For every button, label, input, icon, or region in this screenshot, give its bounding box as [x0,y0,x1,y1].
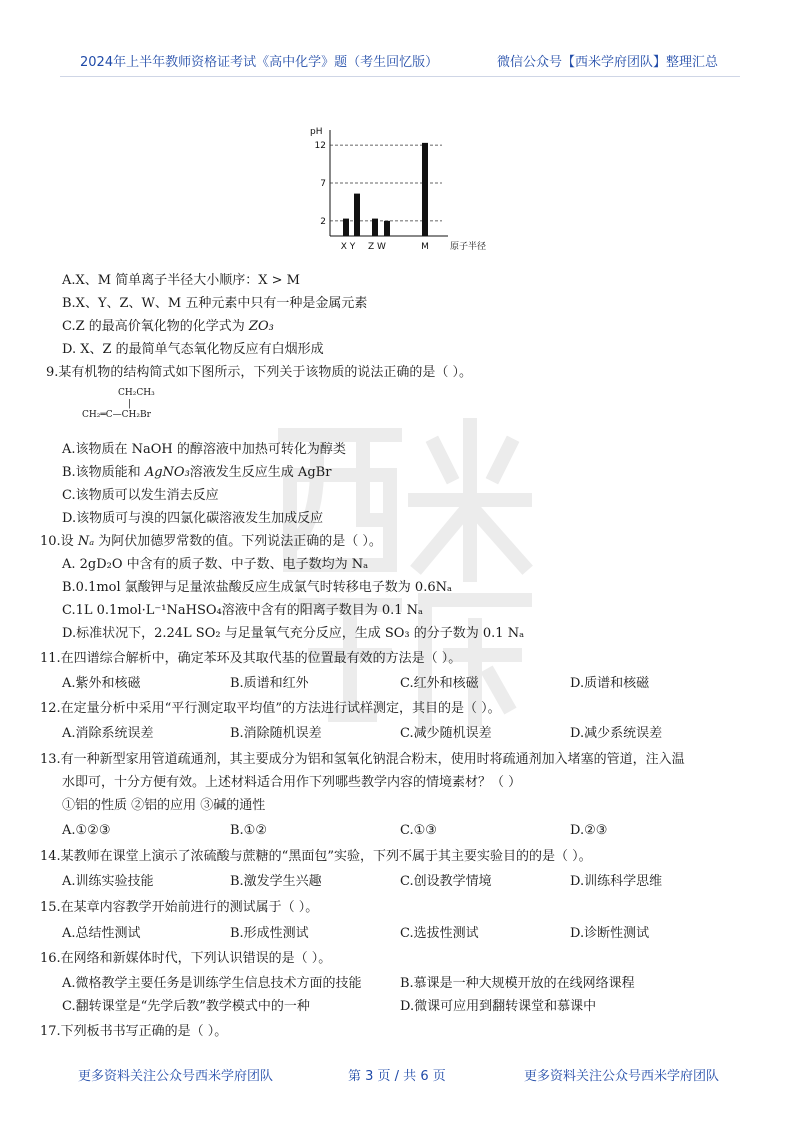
q10-option-a: A. 2gD₂O 中含有的质子数、中子数、电子数均为 Nₐ [62,557,369,572]
q13-option-b: B.①② [230,823,267,838]
chart-xtick-1: Z W [368,242,386,252]
q17-stem: 17.下列板书书写正确的是（ ）。 [40,1024,228,1039]
q9-option-b-tail: 溶液发生反应生成 AgBr [189,465,332,480]
q11-option-d: D.质谱和核磁 [570,676,650,691]
q9-option-c: C.该物质可以发生消去反应 [62,488,219,503]
q8-option-c-formula: ZO₃ [248,319,274,334]
chart-ytick-2: 2 [320,216,326,227]
q8-option-c [62,318,274,336]
footer-right: 更多资料关注公众号西米学府团队 [524,1069,720,1084]
formula-bond-vertical: | [128,399,132,409]
q15-option-a: A.总结性测试 [62,926,141,941]
q11-option-a: A.紫外和核磁 [62,676,141,691]
q15-option-d: D.诊断性测试 [570,926,650,941]
q9-option-d: D.该物质可与溴的四氯化碳溶液发生加成反应 [62,511,324,526]
q15-option-b: B.形成性测试 [230,926,309,941]
q14-option-d: D.训练科学思维 [570,874,663,889]
q12-stem: 12.在定量分析中采用“平行测定取平均值”的方法进行试样测定，其目的是（ ）。 [40,701,501,716]
q13-stem-line2: 水即可，十分方便有效。上述材料适合用作下列哪些教学内容的情境素材？（ ） [62,775,522,790]
q10-stem-na: Nₐ [77,534,95,549]
q9-structure-formula [82,388,202,426]
q9-option-b-text: B.该物质能和 [62,465,145,480]
q10-option-d: D.标准状况下，2.24L SO₂ 与足量氧气充分反应，生成 SO₃ 的分子数为 0.1 Nₐ [62,626,525,641]
chart-xtick-0: X Y [340,242,356,252]
q13-option-d: D.②③ [570,823,608,838]
chart-ylabel: pH [310,127,323,137]
q9-stem: 9.某有机物的结构简式如下图所示，下列关于该物质的说法正确的是（ ）。 [46,365,473,380]
chart-bar-Y [354,194,360,236]
chart-ytick-7: 7 [320,179,326,189]
q13-stem-line3: ①铝的性质 ②铝的应用 ③碱的通性 [62,798,266,813]
formula-ethyl-group: CH₂CH₃ [118,388,155,398]
q16-stem: 16.在网络和新媒体时代，下列认识错误的是（ ）。 [40,951,332,966]
q16-option-c: C.翻转课堂是“先学后教”教学模式中的一种 [62,999,310,1014]
q10-stem-post: 为阿伏加德罗常数的值。下列说法正确的是（ ）。 [94,534,382,549]
q9-option-b [62,464,331,482]
q13-option-a: A.①②③ [62,823,111,838]
q10-option-b: B.0.1mol 氯酸钾与足量浓盐酸反应生成氯气时转移电子数为 0.6Nₐ [62,580,453,595]
chart-xlabel: 原子半径 [450,242,487,252]
q16-option-d: D.微课可应用到翻转课堂和慕课中 [400,999,597,1014]
q15-option-c: C.选拔性测试 [400,926,479,941]
ph-radius-chart [300,118,520,258]
chart-xtick-2: M [421,242,429,252]
q15-stem: 15.在某章内容教学开始前进行的测试属于（ ）。 [40,900,319,915]
q8-option-d: D. X、Z 的最简单气态氧化物反应有白烟形成 [62,342,324,357]
q16-option-b: B.慕课是一种大规模开放的在线网络课程 [400,976,635,991]
q13-stem-line1: 13.有一种新型家用管道疏通剂，其主要成分为铝和氢氧化钠混合粉末，使用时将疏通剂加入堵塞的管道，注入温 [40,752,685,767]
q14-option-a: A.训练实验技能 [62,874,154,889]
q9-option-a: A.该物质在 NaOH 的醇溶液中加热可转化为醇类 [62,442,346,457]
q16-option-a: A.微格教学主要任务是训练学生信息技术方面的技能 [62,976,362,991]
q12-option-a: A.消除系统误差 [62,726,154,741]
q13-option-c: C.①③ [400,823,437,838]
chart-bar-Z [372,219,378,236]
q11-option-b: B.质谱和红外 [230,676,309,691]
q8-option-c-text: C.Z 的最高价氧化物的化学式为 [62,319,249,334]
q14-option-b: B.激发学生兴趣 [230,874,322,889]
page-number: 第 3 页 / 共 6 页 [348,1069,446,1084]
chart-bar-W [384,221,390,236]
q11-stem: 11.在四谱综合解析中，确定苯环及其取代基的位置最有效的方法是（ ）。 [40,651,462,666]
q10-stem-pre: 10.设 [40,534,78,549]
q12-option-c: C.减少随机误差 [400,726,492,741]
footer-left: 更多资料关注公众号西米学府团队 [78,1069,274,1084]
q14-option-c: C.创设教学情境 [400,874,492,889]
q9-option-b-formula: AgNO₃ [144,465,190,480]
chart-ytick-12: 12 [314,141,326,152]
header-source: 微信公众号【西米学府团队】整理汇总 [497,55,719,70]
header-title: 2024年上半年教师资格证考试《高中化学》题（考生回忆版） [80,55,439,70]
q10-option-c: C.1L 0.1mol·L⁻¹NaHSO₄溶液中含有的阳离子数目为 0.1 Nₐ [62,603,424,618]
q12-option-b: B.消除随机误差 [230,726,322,741]
formula-main-chain: CH₂═C—CH₂Br [82,410,151,420]
q10-stem [40,533,382,551]
chart-bar-M [422,143,428,236]
q11-option-c: C.红外和核磁 [400,676,479,691]
q8-option-a: A.X、M 简单离子半径大小顺序：X > M [62,273,300,288]
q14-stem: 14.某教师在课堂上演示了浓硫酸与蔗糖的“黑面包”实验，下列不属于其主要实验目的的是（ ）。 [40,849,592,864]
q12-option-d: D.减少系统误差 [570,726,663,741]
q8-option-b: B.X、Y、Z、W、M 五种元素中只有一种是金属元素 [62,296,368,311]
chart-bar-X [343,219,349,236]
